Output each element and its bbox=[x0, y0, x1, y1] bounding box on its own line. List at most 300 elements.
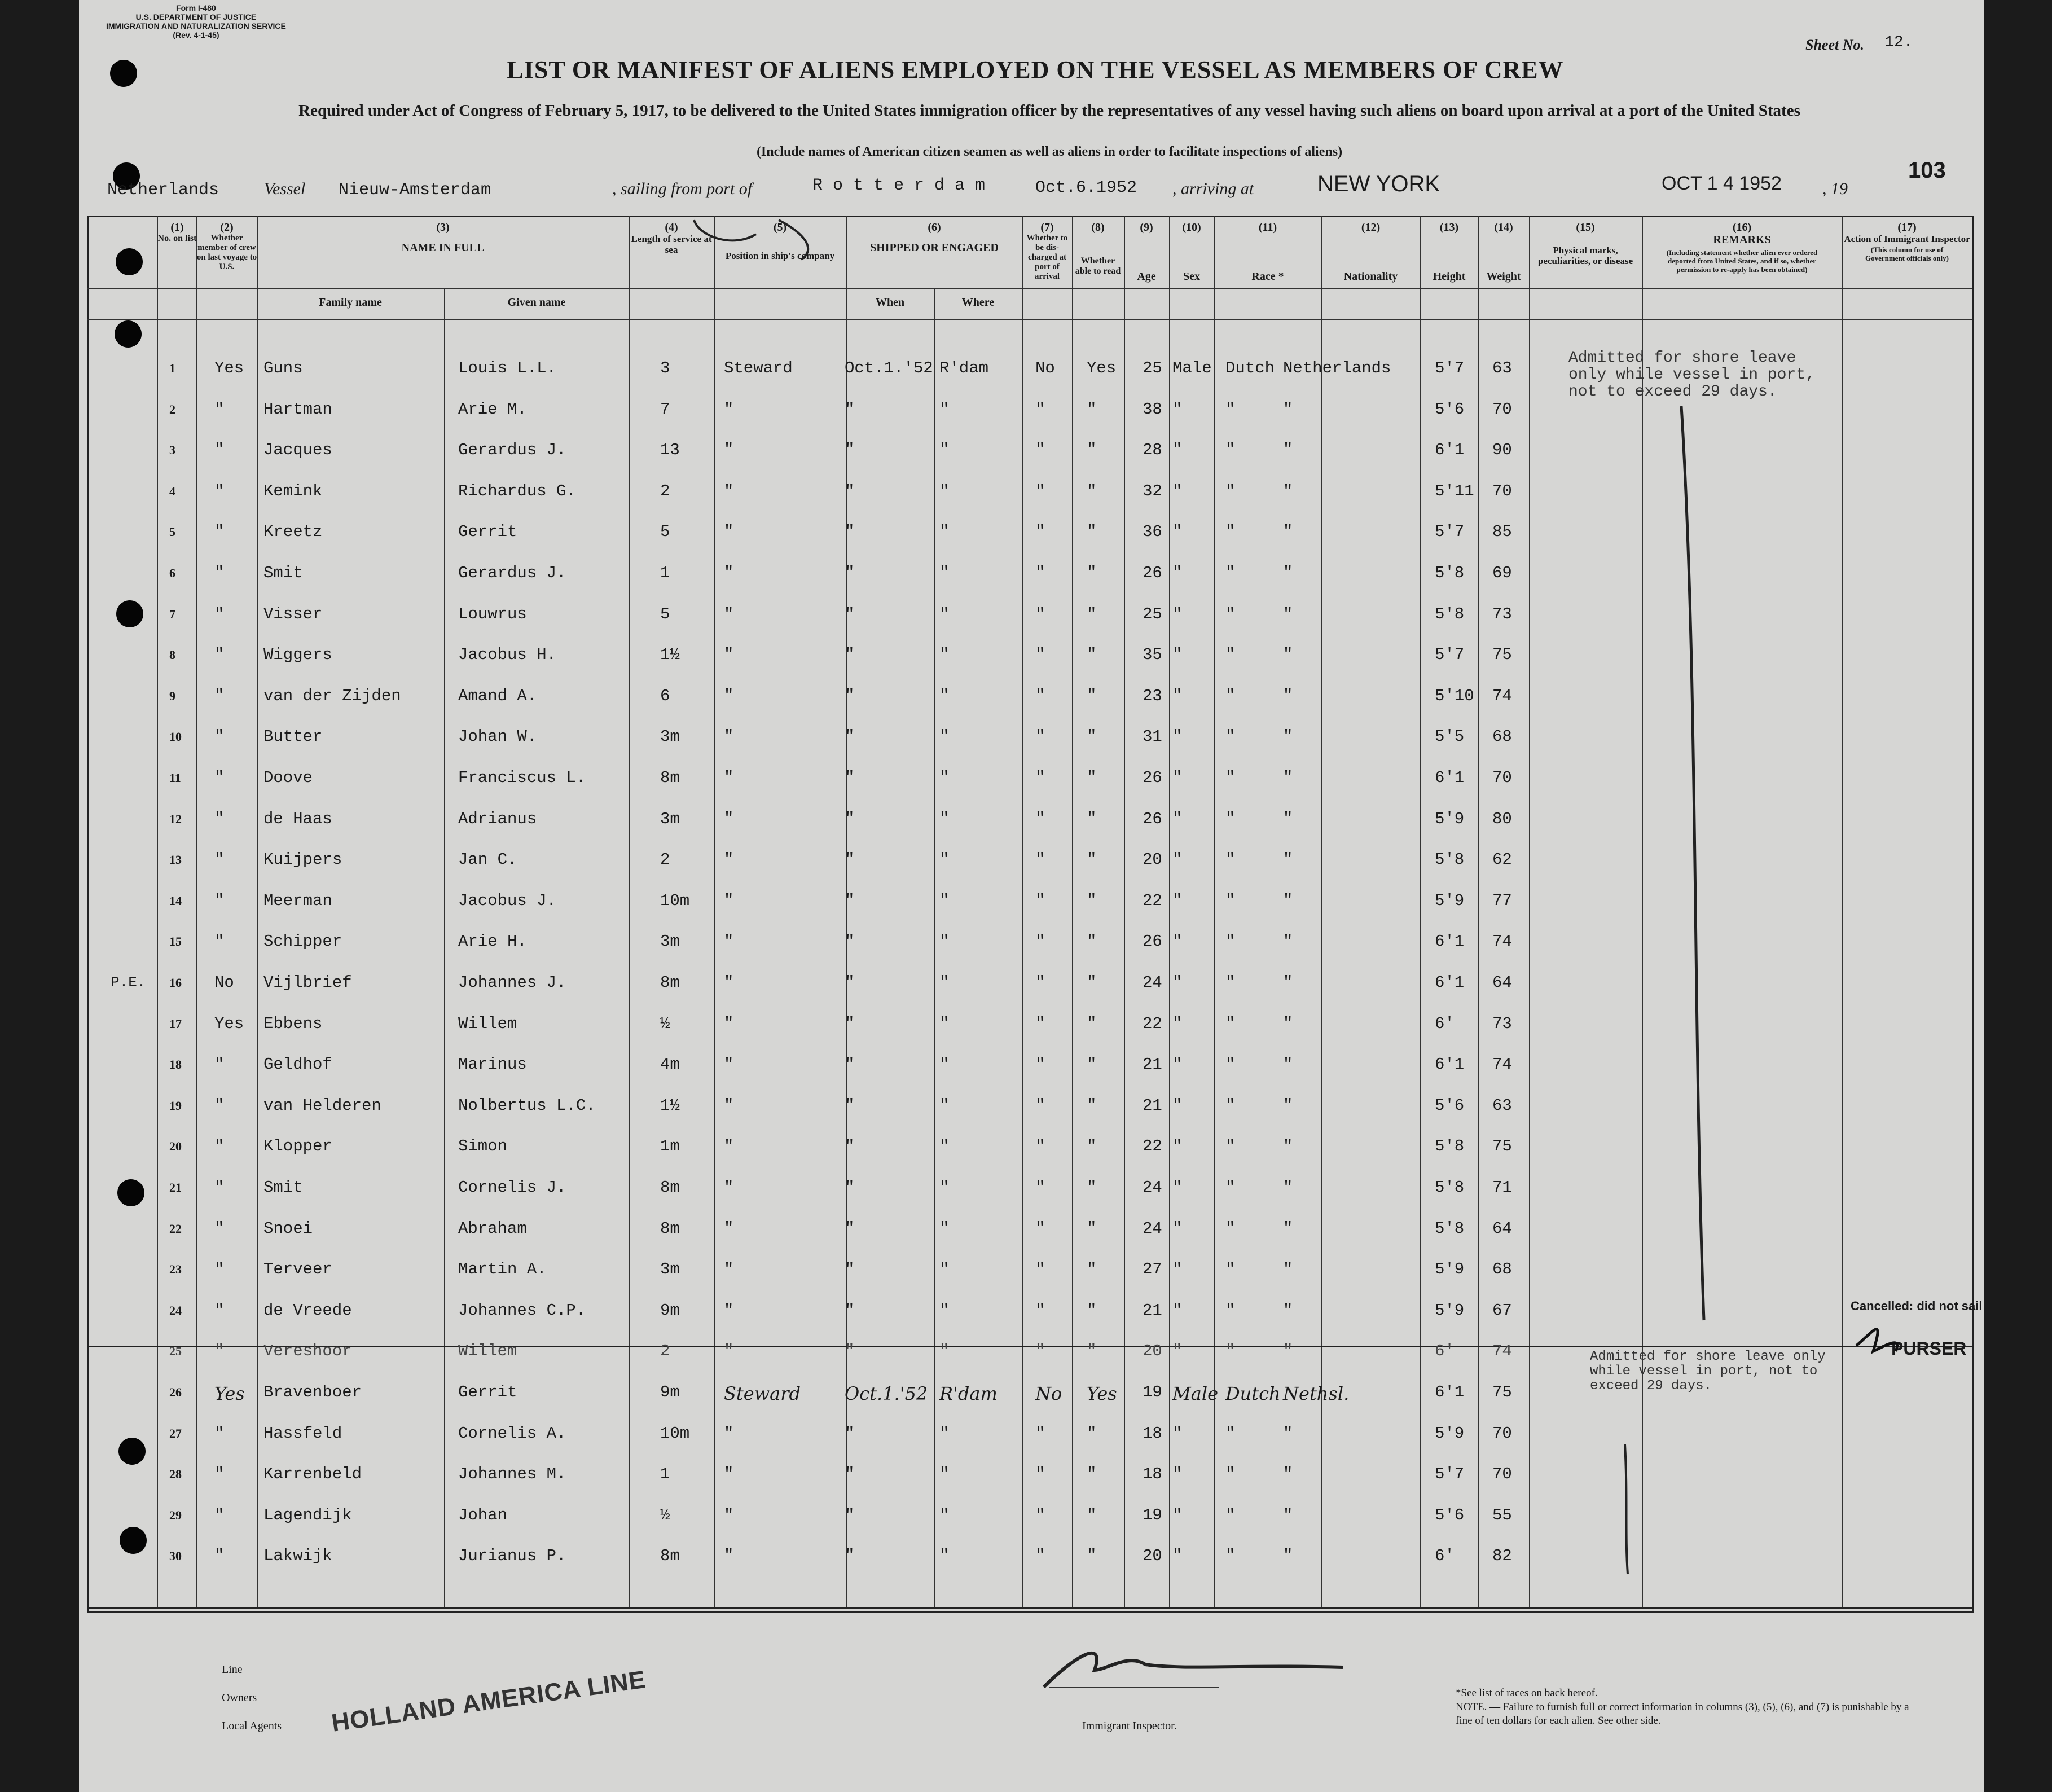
cell-nat: " bbox=[1283, 686, 1293, 705]
cell-prev: Yes bbox=[214, 1014, 244, 1033]
cell-prev: " bbox=[214, 850, 225, 869]
cell-nat: " bbox=[1283, 768, 1293, 787]
cell-prev: " bbox=[214, 1096, 225, 1115]
cell-when: " bbox=[845, 891, 855, 910]
cell-read: " bbox=[1087, 973, 1097, 992]
cell-where: " bbox=[939, 1342, 950, 1361]
cell-given: Martin A. bbox=[458, 1260, 547, 1279]
cell-age: 20 bbox=[1143, 1342, 1162, 1361]
cell-disch: " bbox=[1035, 850, 1045, 869]
service: IMMIGRATION AND NATURALIZATION SERVICE bbox=[106, 21, 286, 30]
cell-family: Hassfeld bbox=[263, 1424, 342, 1443]
cell-given: Abraham bbox=[458, 1219, 527, 1238]
cell-given: Johannes C.P. bbox=[458, 1301, 586, 1320]
cell-disch: " bbox=[1035, 727, 1045, 746]
cell-read: Yes bbox=[1087, 1383, 1117, 1404]
cell-position: " bbox=[724, 686, 734, 705]
cell-sex: " bbox=[1172, 604, 1183, 623]
cell-weight: 67 bbox=[1492, 1301, 1512, 1320]
cell-age: 38 bbox=[1143, 399, 1162, 419]
cell-service: 9m bbox=[660, 1301, 680, 1320]
cell-height: 6' bbox=[1435, 1342, 1455, 1361]
cell-position: " bbox=[724, 604, 734, 623]
cell-weight: 75 bbox=[1492, 645, 1512, 665]
cell-weight: 64 bbox=[1492, 1219, 1512, 1238]
cell-disch: " bbox=[1035, 1260, 1045, 1279]
cell-nat: " bbox=[1283, 645, 1293, 665]
cell-height: 6'1 bbox=[1435, 1055, 1465, 1074]
cell-read: " bbox=[1087, 1424, 1097, 1443]
cell-where: " bbox=[939, 522, 950, 542]
cell-weight: 74 bbox=[1492, 932, 1512, 951]
cell-no: 22 bbox=[169, 1221, 182, 1236]
cell-nat: " bbox=[1283, 1547, 1293, 1566]
cell-read: Yes bbox=[1087, 359, 1117, 377]
cell-when: " bbox=[845, 809, 855, 828]
sailing-date-value: Oct.6.1952 bbox=[1035, 178, 1137, 197]
cell-read: " bbox=[1087, 1260, 1097, 1279]
page-title: LIST OR MANIFEST OF ALIENS EMPLOYED ON THE VESSEL AS MEMBERS OF CREW bbox=[507, 56, 1564, 84]
cell-no: 21 bbox=[169, 1180, 182, 1194]
cell-sex: " bbox=[1172, 932, 1183, 951]
cell-no: 29 bbox=[169, 1508, 182, 1522]
cell-weight: 62 bbox=[1492, 850, 1512, 869]
cell-prev: " bbox=[214, 727, 225, 746]
cell-sex: " bbox=[1172, 1260, 1183, 1279]
cell-nat: " bbox=[1283, 522, 1293, 542]
page-number: 103 bbox=[1908, 158, 1946, 183]
cell-no: 1 bbox=[169, 361, 175, 375]
cell-nat: " bbox=[1283, 1424, 1293, 1443]
inspector-signature bbox=[1044, 1653, 1343, 1687]
races-note: *See list of races on back hereof. bbox=[1456, 1687, 1598, 1699]
revision: (Rev. 4-1-45) bbox=[173, 30, 219, 39]
year-label-text: , 19 bbox=[1822, 179, 1848, 198]
col1-title: No. on list bbox=[157, 234, 197, 243]
cell-given: Marinus bbox=[458, 1055, 527, 1074]
cell-given: Cornelis J. bbox=[458, 1178, 566, 1197]
cell-no: 11 bbox=[169, 771, 181, 785]
cell-age: 20 bbox=[1143, 850, 1162, 869]
cell-service: 8m bbox=[660, 768, 680, 787]
owners-label: Owners bbox=[222, 1692, 257, 1704]
cell-where: " bbox=[939, 1096, 950, 1115]
cell-position: " bbox=[724, 522, 734, 542]
cell-height: 6'1 bbox=[1435, 1383, 1465, 1402]
cell-no: 10 bbox=[169, 730, 182, 744]
cell-race: " bbox=[1225, 1424, 1236, 1443]
col7-title: Whether to be dis-charged at port of arrival bbox=[1026, 234, 1068, 281]
cell-service: 2 bbox=[660, 1342, 670, 1361]
cell-age: 27 bbox=[1143, 1260, 1162, 1279]
cell-no: 18 bbox=[169, 1057, 182, 1072]
cell-weight: 74 bbox=[1492, 1342, 1512, 1361]
cell-sex: " bbox=[1172, 441, 1183, 460]
cell-position: " bbox=[724, 1424, 734, 1443]
cell-age: 20 bbox=[1143, 1547, 1162, 1566]
col17-title: Action of Immigrant Inspector bbox=[1844, 234, 1970, 244]
cell-family: Ebbens bbox=[263, 1014, 323, 1033]
cell-position: " bbox=[724, 645, 734, 665]
cell-where: " bbox=[939, 932, 950, 951]
cell-age: 22 bbox=[1143, 891, 1162, 910]
col16-subtitle: (Including statement whether alien ever ordered deported from United States, and if so, whether permission to re-apply has been obtained) bbox=[1666, 248, 1818, 274]
arriving-port: NEW YORK bbox=[1317, 172, 1440, 196]
cell-prev: " bbox=[214, 809, 225, 828]
subtitle: Required under Act of Congress of February 5, 1917, to be delivered to the United States immigration officer by the representatives of any vessel having such aliens on board upon arrival at a port of the United States bbox=[298, 102, 1800, 120]
cell-given: Jurianus P. bbox=[458, 1547, 566, 1566]
cell-position: " bbox=[724, 1465, 734, 1484]
cell-sex: " bbox=[1172, 1465, 1183, 1484]
cell-sex: " bbox=[1172, 1424, 1183, 1443]
cell-given: Willem bbox=[458, 1014, 517, 1033]
cell-where: " bbox=[939, 564, 950, 582]
cell-where: " bbox=[939, 1014, 950, 1033]
cell-sex: " bbox=[1172, 1178, 1183, 1197]
cell-sex: " bbox=[1172, 645, 1183, 665]
cell-given: Nolbertus L.C. bbox=[458, 1096, 596, 1115]
cell-disch: " bbox=[1035, 932, 1045, 951]
pe-mark: P.E. bbox=[111, 974, 146, 991]
cell-service: 8m bbox=[660, 1178, 680, 1197]
cell-sex: " bbox=[1172, 973, 1183, 992]
cell-given: Gerrit bbox=[458, 1383, 517, 1402]
cell-prev: " bbox=[214, 686, 225, 705]
cell-nat: " bbox=[1283, 399, 1293, 419]
cell-weight: 71 bbox=[1492, 1178, 1512, 1197]
cell-height: 5'9 bbox=[1435, 891, 1465, 910]
cell-disch: " bbox=[1035, 768, 1045, 787]
cell-position: " bbox=[724, 932, 734, 951]
cell-prev: " bbox=[214, 604, 225, 623]
remark-bracket-line bbox=[1681, 406, 1704, 1320]
cell-read: " bbox=[1087, 1096, 1097, 1115]
cell-where: " bbox=[939, 645, 950, 665]
cell-race: " bbox=[1225, 1505, 1236, 1525]
cell-when: " bbox=[845, 1178, 855, 1197]
cell-weight: 70 bbox=[1492, 1465, 1512, 1484]
cell-read: " bbox=[1087, 645, 1097, 665]
cell-nat: " bbox=[1283, 727, 1293, 746]
cell-service: 2 bbox=[660, 850, 670, 869]
cell-when: " bbox=[845, 1547, 855, 1566]
cell-when: " bbox=[845, 932, 855, 951]
cell-where: " bbox=[939, 850, 950, 869]
cell-disch: " bbox=[1035, 1178, 1045, 1197]
cell-race: " bbox=[1225, 1137, 1236, 1156]
cell-service: 3m bbox=[660, 1260, 680, 1279]
cell-family: Butter bbox=[263, 727, 323, 746]
cell-no: 28 bbox=[169, 1467, 182, 1482]
col9-num: (9) bbox=[1140, 221, 1153, 234]
cell-nat: " bbox=[1283, 1301, 1293, 1320]
cell-age: 22 bbox=[1143, 1137, 1162, 1156]
cell-when: Oct.1.'52 bbox=[845, 1383, 928, 1404]
cell-when: " bbox=[845, 522, 855, 542]
cell-sex: " bbox=[1172, 1014, 1183, 1033]
col10-title: Sex bbox=[1183, 270, 1200, 283]
cell-sex: " bbox=[1172, 1096, 1183, 1115]
cell-where: " bbox=[939, 768, 950, 787]
cell-service: 3m bbox=[660, 727, 680, 746]
cell-age: 19 bbox=[1143, 1383, 1162, 1402]
cell-age: 25 bbox=[1143, 604, 1162, 623]
cell-disch: " bbox=[1035, 809, 1045, 828]
cell-age: 28 bbox=[1143, 441, 1162, 460]
cell-age: 36 bbox=[1143, 522, 1162, 542]
col14-title: Weight bbox=[1486, 270, 1521, 283]
cell-service: 3 bbox=[660, 359, 670, 377]
cell-disch: " bbox=[1035, 481, 1045, 500]
cell-given: Louis L.L. bbox=[458, 359, 557, 377]
cell-family: Vereshoor bbox=[263, 1342, 352, 1361]
cell-given: Arie M. bbox=[458, 399, 527, 419]
col1-num: (1) bbox=[170, 221, 184, 234]
cell-age: 22 bbox=[1143, 1014, 1162, 1033]
line-label: Line bbox=[222, 1663, 243, 1676]
vessel-value: Nieuw-Amsterdam bbox=[339, 181, 491, 200]
cell-where: " bbox=[939, 1178, 950, 1197]
cell-read: " bbox=[1087, 1465, 1097, 1484]
cell-when: " bbox=[845, 1465, 855, 1484]
col2-num: (2) bbox=[220, 221, 234, 234]
cell-family: Jacques bbox=[263, 441, 332, 460]
cell-no: 17 bbox=[169, 1016, 182, 1031]
cell-when: " bbox=[845, 441, 855, 460]
cell-family: Kuijpers bbox=[263, 850, 342, 869]
cell-given: Jacobus J. bbox=[458, 891, 557, 910]
cell-no: 26 bbox=[169, 1385, 182, 1399]
col15-num: (15) bbox=[1576, 221, 1595, 234]
cell-nat: " bbox=[1283, 809, 1293, 828]
cell-weight: 85 bbox=[1492, 522, 1512, 542]
cell-when: " bbox=[845, 768, 855, 787]
cell-height: 6'1 bbox=[1435, 932, 1465, 951]
cell-where: R'dam bbox=[939, 359, 989, 377]
cell-nat: " bbox=[1283, 1219, 1293, 1238]
cell-when: " bbox=[845, 686, 855, 705]
inspector-label: Immigrant Inspector. bbox=[1082, 1720, 1177, 1732]
cell-family: Wiggers bbox=[263, 645, 332, 665]
cell-when: " bbox=[845, 1014, 855, 1033]
cell-sex: " bbox=[1172, 1547, 1183, 1566]
cell-read: " bbox=[1087, 932, 1097, 951]
col12-title: Nationality bbox=[1343, 270, 1398, 283]
cell-when: Oct.1.'52 bbox=[845, 359, 933, 377]
cell-height: 5'9 bbox=[1435, 1260, 1465, 1279]
col5-title: Position in ship's company bbox=[725, 251, 835, 261]
cell-read: " bbox=[1087, 1301, 1097, 1320]
cell-position: " bbox=[724, 1547, 734, 1566]
cell-weight: 64 bbox=[1492, 973, 1512, 992]
cell-position: " bbox=[724, 1055, 734, 1074]
form-number: Form I-480 bbox=[176, 3, 216, 12]
cell-prev: " bbox=[214, 932, 225, 951]
cell-where: " bbox=[939, 604, 950, 623]
cell-disch: " bbox=[1035, 441, 1045, 460]
cell-read: " bbox=[1087, 441, 1097, 460]
sheet-label: Sheet No. bbox=[1805, 37, 1864, 53]
cell-family: Smit bbox=[263, 1178, 303, 1197]
cell-read: " bbox=[1087, 1219, 1097, 1238]
col12-num: (12) bbox=[1361, 221, 1381, 234]
col13-num: (13) bbox=[1439, 221, 1459, 234]
cell-prev: " bbox=[214, 645, 225, 665]
cell-age: 24 bbox=[1143, 1219, 1162, 1238]
cell-disch: " bbox=[1035, 1465, 1045, 1484]
cell-given: Willem bbox=[458, 1342, 517, 1361]
cell-given: Simon bbox=[458, 1137, 508, 1156]
purser-stamp: PURSER bbox=[1891, 1338, 1967, 1359]
cell-weight: 70 bbox=[1492, 481, 1512, 500]
cancelled-note: Cancelled: did not sail bbox=[1851, 1299, 1983, 1313]
cell-sex: " bbox=[1172, 768, 1183, 787]
cell-when: " bbox=[845, 973, 855, 992]
cell-service: 1½ bbox=[660, 645, 680, 665]
cell-no: 19 bbox=[169, 1098, 182, 1113]
cell-weight: 68 bbox=[1492, 1260, 1512, 1279]
cell-age: 26 bbox=[1143, 932, 1162, 951]
when-header: When bbox=[875, 296, 905, 309]
purser-signature bbox=[1856, 1329, 1897, 1351]
cell-family: Klopper bbox=[263, 1137, 332, 1156]
cell-race: " bbox=[1225, 1547, 1236, 1566]
remark-stamp-1: Admitted for shore leave only while vessel in port, not to exceed 29 days. bbox=[1568, 349, 1815, 401]
cell-race: " bbox=[1225, 686, 1236, 705]
cell-service: 5 bbox=[660, 522, 670, 542]
cell-weight: 63 bbox=[1492, 1096, 1512, 1115]
cell-race: " bbox=[1225, 727, 1236, 746]
cell-age: 35 bbox=[1143, 645, 1162, 665]
cell-sex: " bbox=[1172, 522, 1183, 542]
cell-prev: " bbox=[214, 1055, 225, 1074]
cell-family: Visser bbox=[263, 604, 323, 623]
cell-prev: " bbox=[214, 1465, 225, 1484]
cell-race: " bbox=[1225, 522, 1236, 542]
cell-nat: " bbox=[1283, 1055, 1293, 1074]
sailing-label-text: , sailing from port of bbox=[612, 179, 753, 198]
cell-weight: 75 bbox=[1492, 1137, 1512, 1156]
cell-family: Karrenbeld bbox=[263, 1465, 362, 1484]
cell-sex: " bbox=[1172, 1301, 1183, 1320]
cell-weight: 80 bbox=[1492, 809, 1512, 828]
cell-when: " bbox=[845, 850, 855, 869]
cell-race: " bbox=[1225, 604, 1236, 623]
cell-given: Gerrit bbox=[458, 522, 517, 542]
cell-given: Arie H. bbox=[458, 932, 527, 951]
cell-family: Guns bbox=[263, 359, 303, 377]
cell-weight: 70 bbox=[1492, 768, 1512, 787]
cell-prev: " bbox=[214, 564, 225, 582]
cell-family: Meerman bbox=[263, 891, 332, 910]
cell-weight: 68 bbox=[1492, 727, 1512, 746]
cell-sex: " bbox=[1172, 1342, 1183, 1361]
cell-weight: 82 bbox=[1492, 1547, 1512, 1566]
cell-prev: " bbox=[214, 1547, 225, 1566]
cell-read: " bbox=[1087, 1178, 1097, 1197]
cell-race: " bbox=[1225, 1096, 1236, 1115]
cell-family: Bravenboer bbox=[263, 1383, 362, 1402]
cell-race: " bbox=[1225, 850, 1236, 869]
cell-where: " bbox=[939, 1055, 950, 1074]
cell-family: Hartman bbox=[263, 399, 332, 419]
cell-disch: " bbox=[1035, 1505, 1045, 1525]
cell-service: 1 bbox=[660, 1465, 670, 1484]
cell-position: " bbox=[724, 1301, 734, 1320]
cell-family: Lagendijk bbox=[263, 1505, 352, 1525]
cell-disch: " bbox=[1035, 1096, 1045, 1115]
cell-position: " bbox=[724, 1096, 734, 1115]
cell-sex: " bbox=[1172, 399, 1183, 419]
cell-family: van Helderen bbox=[263, 1096, 381, 1115]
cell-sex: Male bbox=[1172, 1383, 1219, 1404]
cell-disch: " bbox=[1035, 973, 1045, 992]
cell-nat: Netherlands bbox=[1283, 359, 1391, 377]
cell-height: 6' bbox=[1435, 1547, 1455, 1566]
cell-given: Gerardus J. bbox=[458, 441, 566, 460]
cell-height: 5'11 bbox=[1435, 481, 1474, 500]
cell-height: 6' bbox=[1435, 1014, 1455, 1033]
col11-title: Race * bbox=[1251, 270, 1284, 283]
cell-height: 5'7 bbox=[1435, 1465, 1465, 1484]
cell-race: " bbox=[1225, 1055, 1236, 1074]
col8-num: (8) bbox=[1091, 221, 1105, 234]
cell-age: 21 bbox=[1143, 1096, 1162, 1115]
cell-weight: 74 bbox=[1492, 686, 1512, 705]
cell-height: 5'5 bbox=[1435, 727, 1465, 746]
remark-stamp-26: Admitted for shore leave only while vessel in port, not to exceed 29 days. bbox=[1590, 1349, 1826, 1394]
cell-no: 6 bbox=[169, 566, 175, 580]
cell-nat: " bbox=[1283, 850, 1293, 869]
cell-service: 13 bbox=[660, 441, 680, 460]
cell-service: ½ bbox=[660, 1014, 670, 1033]
cell-given: Franciscus L. bbox=[458, 768, 586, 787]
cell-position: Steward bbox=[724, 1383, 801, 1404]
cell-no: 20 bbox=[169, 1139, 182, 1154]
cell-where: " bbox=[939, 686, 950, 705]
cell-age: 18 bbox=[1143, 1424, 1162, 1443]
cell-age: 24 bbox=[1143, 1178, 1162, 1197]
cell-read: " bbox=[1087, 1547, 1097, 1566]
cell-height: 5'8 bbox=[1435, 1178, 1465, 1197]
cell-where: " bbox=[939, 1260, 950, 1279]
cell-read: " bbox=[1087, 686, 1097, 705]
cell-prev: " bbox=[214, 441, 225, 460]
agents-stamp: HOLLAND AMERICA LINE bbox=[329, 1666, 648, 1737]
cell-service: 3m bbox=[660, 809, 680, 828]
cell-service: 5 bbox=[660, 604, 670, 623]
col3-num: (3) bbox=[436, 221, 450, 234]
cell-height: 5'8 bbox=[1435, 1137, 1465, 1156]
cell-read: " bbox=[1087, 481, 1097, 500]
cell-when: " bbox=[845, 564, 855, 582]
cell-read: " bbox=[1087, 604, 1097, 623]
cell-family: van der Zijden bbox=[263, 686, 401, 705]
cell-read: " bbox=[1087, 768, 1097, 787]
col11-num: (11) bbox=[1258, 221, 1277, 234]
note-label: NOTE. bbox=[1456, 1701, 1487, 1713]
cell-where: R'dam bbox=[939, 1383, 998, 1404]
cell-sex: " bbox=[1172, 850, 1183, 869]
cell-disch: " bbox=[1035, 604, 1045, 623]
cell-read: " bbox=[1087, 850, 1097, 869]
cell-when: " bbox=[845, 1096, 855, 1115]
cell-height: 5'7 bbox=[1435, 359, 1465, 377]
cell-no: 14 bbox=[169, 893, 182, 908]
cell-sex: Male bbox=[1172, 359, 1212, 377]
cell-where: " bbox=[939, 481, 950, 500]
remark-bracket-line-2 bbox=[1625, 1444, 1628, 1574]
